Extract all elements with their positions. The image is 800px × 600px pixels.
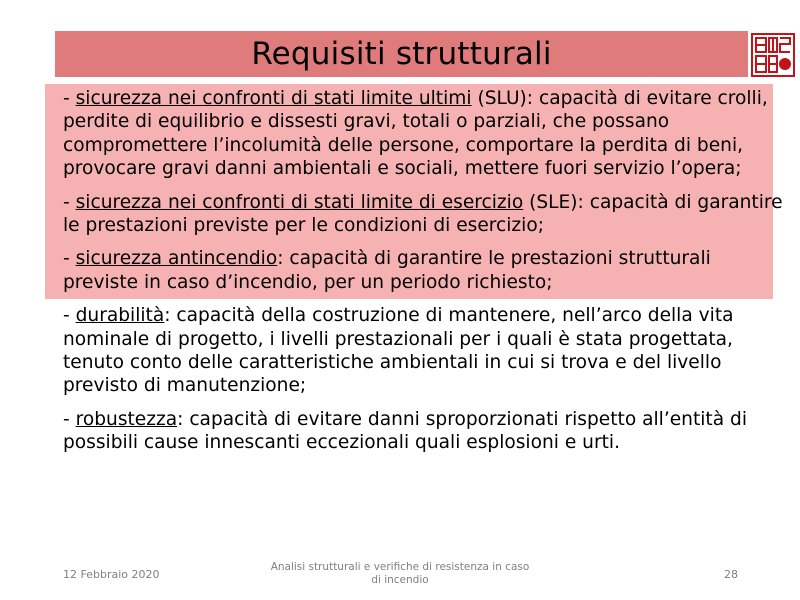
description-fire-safety: : capacità di garantire le prestazioni strutturali previste in caso d’incendio, per un periodo richiesto; bbox=[63, 248, 711, 293]
bullet-dash: - bbox=[63, 248, 76, 270]
description-robustness: : capacità di evitare danni sproporzionati rispetto all’entità di possibili cause innescanti eccezionali quali esplosioni e urti. bbox=[63, 408, 747, 454]
requirement-slu bbox=[63, 87, 783, 181]
slide-title: Requisiti strutturali bbox=[251, 36, 552, 72]
bullet-dash: - bbox=[63, 88, 76, 109]
term-sle: sicurezza nei confronti di stati limite di esercizio bbox=[75, 191, 524, 213]
page-number: 28 bbox=[724, 568, 738, 581]
title-bar bbox=[55, 31, 748, 77]
requirement-robustness bbox=[63, 408, 783, 455]
term-robustness: robustezza bbox=[75, 408, 178, 430]
requirement-fire-safety bbox=[63, 247, 783, 294]
requirement-durability bbox=[63, 304, 783, 398]
university-seal-logo-icon bbox=[751, 33, 795, 77]
term-fire-safety: sicurezza antincendio bbox=[75, 248, 278, 270]
term-durability: durabilità bbox=[75, 305, 165, 327]
requirement-sle bbox=[63, 191, 783, 238]
description-slu: (SLU): capacità di evitare crolli, perdite di equilibrio e dissesti gravi, totali o parziali, che possano compromettere l’incolumità delle persone, comportare la perdita di beni, provocare gravi danni ambientali e sociali, mettere fuori servizio l’opera; bbox=[63, 88, 768, 180]
description-durability: : capacità della costruzione di mantenere, nell’arco della vita nominale di progetto, i livelli prestazionali per i quali è stata progettata, tenuto conto delle caratteristiche ambientali in cui si trova e del livello previsto di manutenzione; bbox=[63, 305, 734, 397]
requirements-list bbox=[63, 87, 783, 465]
footer-course-title: Analisi strutturali e verifiche di resistenza in caso di incendio bbox=[270, 561, 530, 586]
bullet-dash: - bbox=[63, 408, 76, 430]
footer-date: 12 Febbraio 2020 bbox=[63, 568, 160, 581]
description-sle: (SLE): capacità di garantire le prestazioni previste per le condizioni di esercizio; bbox=[63, 191, 783, 237]
bullet-dash: - bbox=[63, 305, 76, 327]
bullet-dash: - bbox=[63, 191, 76, 213]
term-slu: sicurezza nei confronti di stati limite ultimi bbox=[75, 88, 472, 109]
